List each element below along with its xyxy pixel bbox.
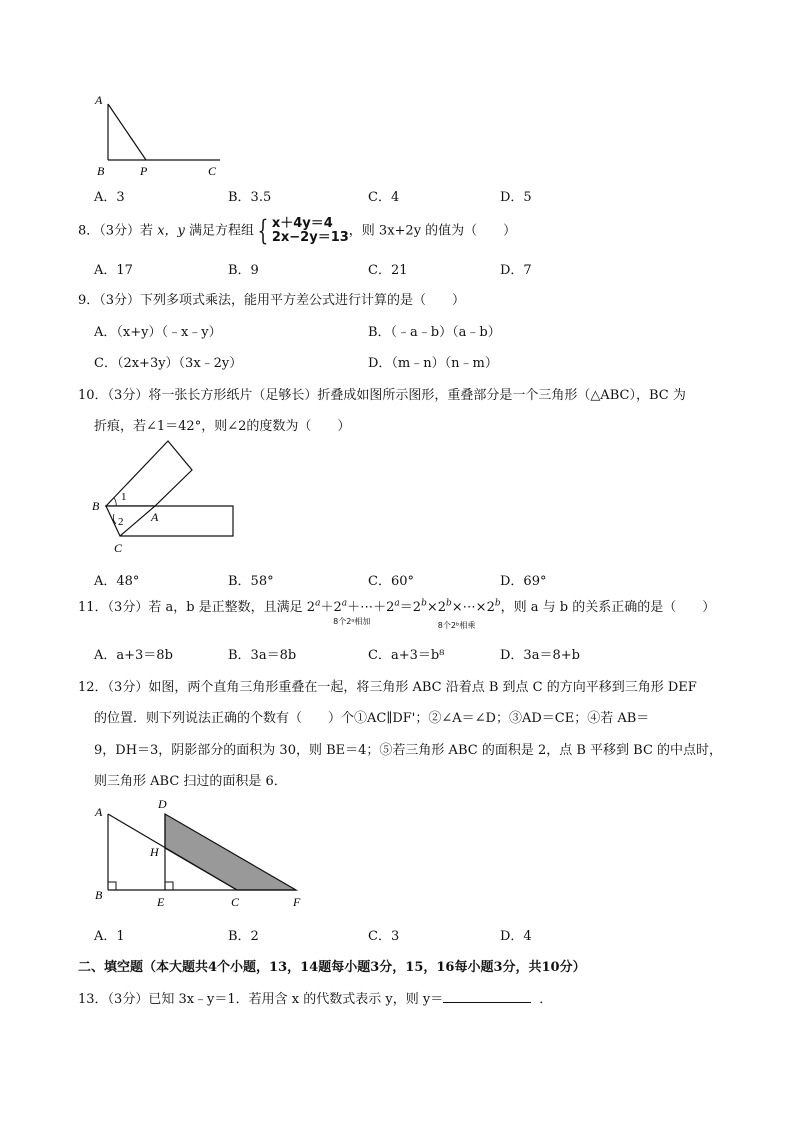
q9-option-d: D．（m﹣n）（n﹣m） xyxy=(368,356,498,371)
q10-option-d: D．69° xyxy=(500,574,547,589)
q10-label-1: 1 xyxy=(121,491,127,503)
q9-option-c: C．（2x+3y）（3x﹣2y） xyxy=(94,356,243,371)
q12-figure xyxy=(90,796,320,911)
q10-label-2: 2 xyxy=(118,516,124,528)
q13-answer-blank[interactable] xyxy=(443,990,531,1003)
q12-stem-line3: 9，DH＝3，阴影部分的面积为 30，则 BE＝4；⑤若三角形 ABC 的面积是 2，点 B 平移到 BC 的中点时， xyxy=(94,743,723,758)
q12-label-c: C xyxy=(231,895,240,909)
q12-label-f: F xyxy=(293,895,301,909)
q10-label-a: A xyxy=(151,510,159,524)
q10-label-c: C xyxy=(114,541,123,555)
q10-figure xyxy=(88,438,248,560)
q7-label-p: P xyxy=(140,164,148,178)
q8-option-d: D．7 xyxy=(500,263,532,278)
q12-option-d: D．4 xyxy=(500,929,532,944)
q11-option-c: C．a+3＝b⁸ xyxy=(368,648,445,663)
q12-stem-line1: 12．（3分）如图，两个直角三角形重叠在一起，将三角形 ABC 沿着点 B 到点 C 的方向平移到三角形 DEF xyxy=(78,680,697,695)
q11-equation: $2^a+2^a+$ 8个2ᵃ相加 $\cdots+2^a=2^b\times 2^b\times$ 8个2ᵇ相乘 $\cdots\times 2^b$ xyxy=(306,598,501,630)
q10-option-a: A．48° xyxy=(94,574,140,589)
q13-stem: 13．（3分）已知 3x﹣y＝1．若用含 x 的代数式表示 y，则 y＝ ． xyxy=(78,992,553,1007)
q11-stem: 11．（3分）若 a，b 是正整数，且满足 $2^a+2^a+$ 8个2ᵃ相加 $\cdots+2^a=2^b\times 2^b\times$ 8个2ᵇ相乘 $\cdots\times 2^b$，则 a 与 b 的关系正确的是（ ） xyxy=(78,598,716,630)
q8-stem: 8．（3分）若 x，y 满足方程组 { x＋4y＝4 2x−2y＝13，则 3x+2y 的值为（ ） xyxy=(78,214,517,247)
q12-option-b: B．2 xyxy=(228,929,259,944)
q12-label-a: A xyxy=(95,805,103,819)
q7-label-a: A xyxy=(95,93,103,107)
section2-heading: 二、填空题（本大题共4个小题，13，14题每小题3分，15，16每小题3分，共10分） xyxy=(78,960,586,975)
q7-option-c: C．4 xyxy=(368,190,400,205)
q7-option-b: B．3.5 xyxy=(228,190,272,205)
q11-option-a: A．a+3＝8b xyxy=(94,648,173,663)
q10-option-c: C．60° xyxy=(368,574,414,589)
q11-sum-label: 8个2ᵃ相加 xyxy=(333,617,371,626)
q10-stem-line1: 10．（3分）将一张长方形纸片（足够长）折叠成如图所示图形，重叠部分是一个三角形（△ABC），BC 为 xyxy=(78,388,686,403)
q12-option-a: A．1 xyxy=(94,929,125,944)
q10-stem-line2: 折痕，若∠1＝42°，则∠2的度数为（ ） xyxy=(94,419,351,434)
q12-label-b: B xyxy=(95,888,103,902)
q12-stem-line4: 则三角形 ABC 扫过的面积是 6． xyxy=(94,774,287,789)
q10-label-b: B xyxy=(92,499,100,513)
q12-option-c: C．3 xyxy=(368,929,400,944)
q7-option-a: A．3 xyxy=(94,190,125,205)
q11-prod-label: 8个2ᵇ相乘 xyxy=(437,621,476,630)
q7-option-d: D．5 xyxy=(500,190,532,205)
q12-stem-line2: 的位置．则下列说法正确的个数有（ ）个①AC∥DF'；②∠A＝∠D；③AD＝CE；④若 AB＝ xyxy=(94,711,650,726)
q8-option-b: B．9 xyxy=(228,263,259,278)
q8-option-c: C．21 xyxy=(368,263,408,278)
q12-label-h: H xyxy=(150,845,159,859)
q7-label-b: B xyxy=(97,164,105,178)
q9-option-b: B．（﹣a﹣b）（a﹣b） xyxy=(368,325,501,340)
q9-option-a: A．（x+y）（﹣x﹣y） xyxy=(94,325,222,340)
q7-label-c: C xyxy=(208,164,217,178)
q11-option-d: D．3a＝8+b xyxy=(500,648,580,663)
q12-label-d: D xyxy=(158,797,167,811)
q12-label-e: E xyxy=(157,895,165,909)
q9-stem: 9．（3分）下列多项式乘法，能用平方差公式进行计算的是（ ） xyxy=(78,293,466,308)
q8-equation-2: 2x−2y＝13 xyxy=(271,230,349,245)
q8-option-a: A．17 xyxy=(94,263,133,278)
q11-option-b: B．3a＝8b xyxy=(228,648,297,663)
q8-equation-1: x＋4y＝4 xyxy=(271,216,333,231)
q10-option-b: B．58° xyxy=(228,574,274,589)
q7-figure xyxy=(90,92,230,182)
